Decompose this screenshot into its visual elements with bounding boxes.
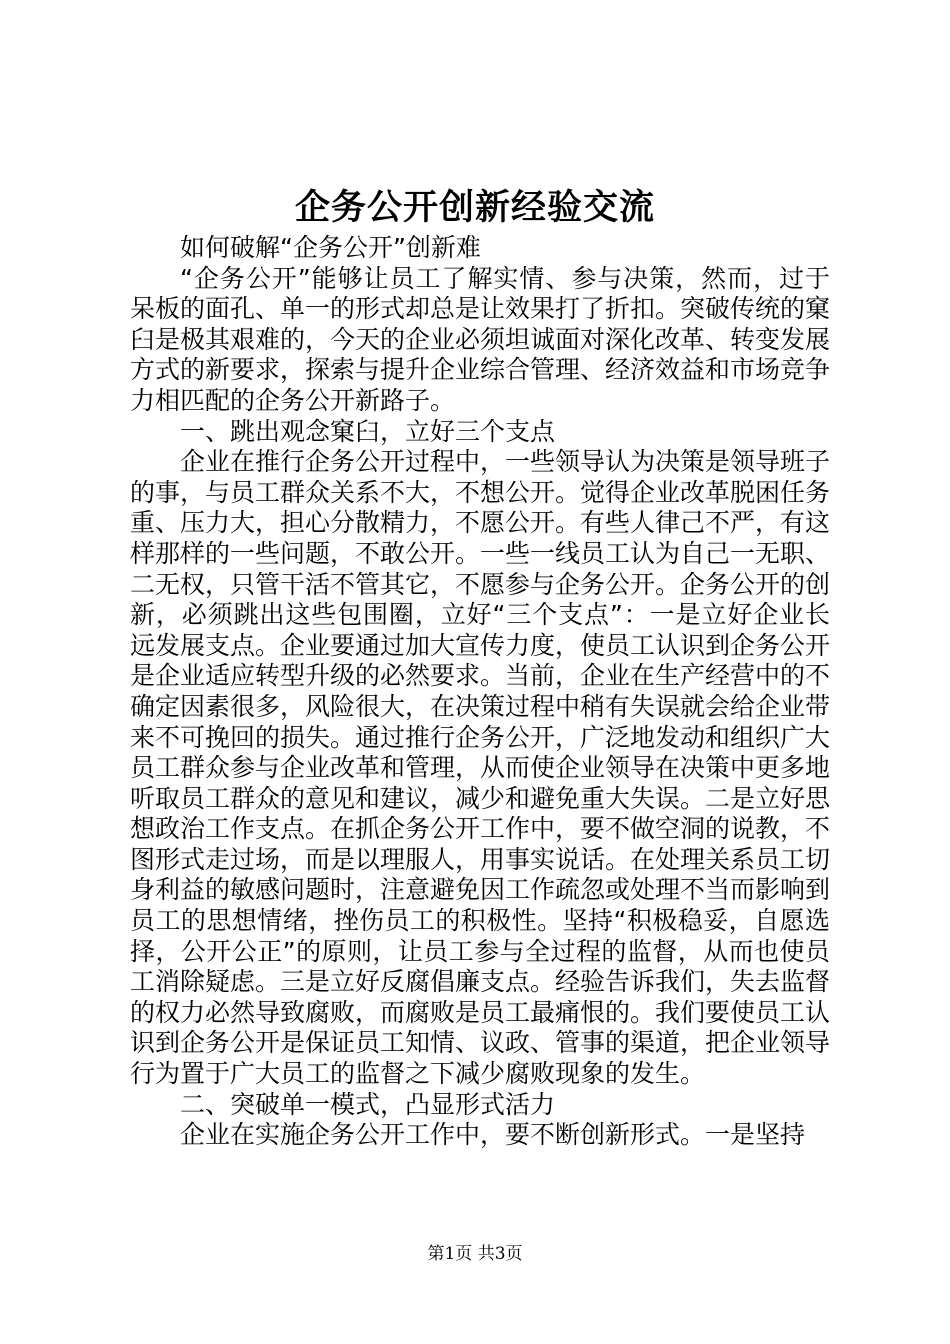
paragraph-intro: “企务公开”能够让员工了解实情、参与决策，然而，过于呆板的面孔、单一的形式却总是让效果打了折扣。突破传统的窠臼是极其艰难的，今天的企业必须坦诚面对深化改革、转变发展方式的新要求，探索与提升企业综合管理、经济效益和市场竞争力相匹配的企务公开新路子。 (130, 263, 831, 415)
document-title: 企务公开创新经验交流 (294, 187, 655, 228)
paragraph-subtitle: 如何破解“企务公开”创新难 (180, 233, 481, 262)
paragraph-section-2: 企业在实施企务公开工作中，要不断创新形式。一是坚持 (180, 1120, 806, 1150)
section-heading-2: 二、突破单一模式，凸显形式活力 (180, 1089, 556, 1119)
page-footer: 第1页 共3页 (427, 1244, 523, 1264)
document-body (130, 233, 830, 1151)
paragraph-section-1: 企业在推行企务公开过程中，一些领导认为决策是领导班子的事，与员工群众关系不大，不想公开。觉得企业改革脱困任务重、压力大，担心分散精力，不愿公开。有些人律己不严，有这样那样的一些问题，不敢公开。一些一线员工认为自己一无职、二无权，只管干活不管其它，不愿参与企务公开。企务公开的创新，必须跳出这些包围圈，立好“三个支点”：一是立好企业长远发展支点。企业要通过加大宣传力度，使员工认识到企务公开是企业适应转型升级的必然要求。当前，企业在生产经营中的不确定因素很多，风险很大，在决策过程中稍有失误就会给企业带来不可挽回的损失。通过推行企务公开，广泛地发动和组织广大员工群众参与企业改革和管理，从而使企业领导在决策中更多地听取员工群众的意见和建议，减少和避免重大失误。二是立好思想政治工作支点。在抓企务公开工作中，要不做空洞的说教，不图形式走过场，而是以理服人，用事实说话。在处理关系员工切身利益的敏感问题时，注意避免因工作疏忽或处理不当而影响到员工的思想情绪，挫伤员工的积极性。坚持“积极稳妥，自愿选择，公开公正”的原则，让员工参与全过程的监督，从而也使员工消除疑虑。三是立好反腐倡廉支点。经验告诉我们，失去监督的权力必然导致腐败，而腐败是员工最痛恨的。我们要使员工认识到企务公开是保证员工知情、议政、管事的渠道，把企业领导行为置于广大员工的监督之下减少腐败现象的发生。 (130, 447, 831, 1089)
section-heading-1: 一、跳出观念窠臼，立好三个支点 (180, 416, 556, 446)
